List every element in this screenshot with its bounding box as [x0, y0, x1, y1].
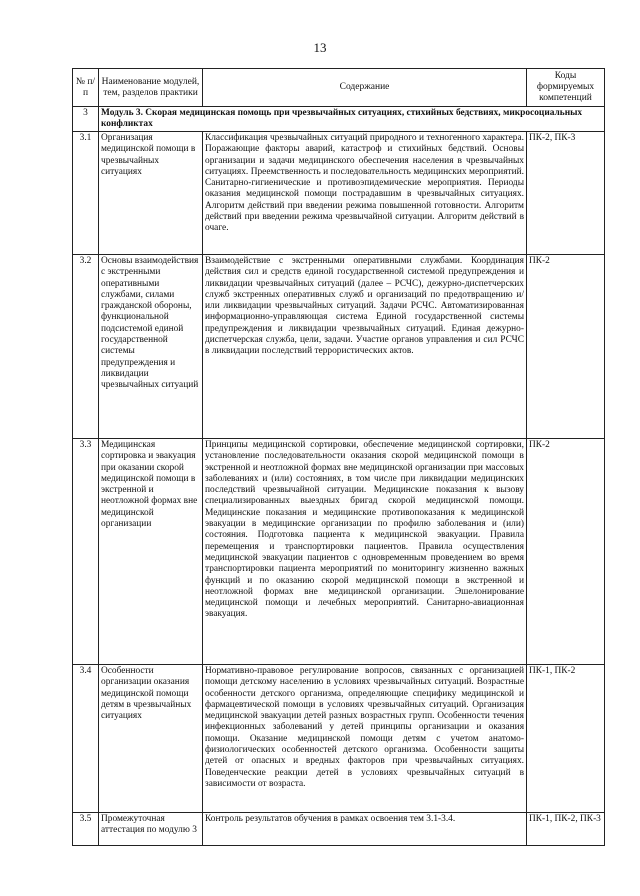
row-content: Нормативно-правовое регулирование вопросов, связанных с организацией помощи детскому населению в условиях чрезвычайных ситуаций. Возрастные особенности детского организма, определяющие специфику медицинской и фармацевтической помощи в условиях чрезвычайных ситуаций. Организация медицинской эвакуации детей разных возрастных групп. Особенности течения инфекционных заболеваний у детей принципы организации и оказания помощи. Оказание медицинской помощи детям с учетом анатомо-физиологических особенностей детского организма. Особенности защиты детей от опасных и вредных факторов при чрезвычайных ситуациях. Поведенческие реакции детей в условиях чрезвычайных ситуаций в зависимости от возраста. — [203, 665, 527, 813]
table-row — [73, 439, 605, 665]
table-row — [73, 255, 605, 439]
row-name: Основы взаимодействия с экстренными оперативными службами, силами гражданской обороны, функциональной подсистемой единой государственной системы предупреждения и ликвидации чрезвычайных ситуаций — [99, 255, 203, 439]
row-codes: ПК-2 — [527, 255, 605, 439]
row-name: Организация медицинской помощи в чрезвычайных ситуациях — [99, 132, 203, 255]
header-num: № п/п — [73, 69, 99, 107]
row-name: Медицинская сортировка и эвакуация при оказании скорой медицинской помощи в экстренной и неотложной формах вне медицинской организации — [99, 439, 203, 665]
row-content: Взаимодействие с экстренными оперативными службами. Координация действия сил и средств единой государственной системой предупреждения и ликвидации чрезвычайных ситуаций (далее – РСЧС), дежурно-диспетчерских служб экстренных оперативных служб и организаций по предотвращению и/или ликвидации чрезвычайных ситуаций. Задачи РСЧС. Автоматизированная информационно-управляющая система Единой государственной системы предупреждения и ликвидации чрезвычайных ситуаций. Единая дежурно-диспетчерская служба, цели, задачи. Участие органов управления и сил РСЧС в ликвидации последствий террористических актов. — [203, 255, 527, 439]
row-codes: ПК-1, ПК-2 — [527, 665, 605, 813]
page-number: 13 — [313, 40, 327, 55]
header-name: Наименование модулей, тем, разделов практики — [99, 69, 203, 107]
table-row — [73, 813, 605, 846]
table-header-row — [73, 69, 605, 107]
row-content: Принципы медицинской сортировки, обеспечение медицинской сортировки, установление последовательности оказания скорой медицинской помощи в экстренной и неотложной формах вне медицинской организации при массовых заболеваниях и (или) состояниях, в том числе при ликвидации медицинских последствий чрезвычайной ситуации. Медицинские показания к вызову специализированных выездных бригад скорой медицинской помощи. Медицинские показания и медицинские противопоказания к медицинской эвакуации в медицинские организации по профилю заболевания и (или) состояния. Подготовка пациента к медицинской эвакуации. Правила перемещения и транспортировки пациентов. Правила осуществления медицинской эвакуации пациентов с одновременным проведением во время транспортировки пациента мероприятий по мониторингу жизненно важных функций и по оказанию скорой медицинской помощи в экстренной и неотложной формах вне медицинской организации. Эшелонирование медицинской помощи и лечебных мероприятий. Санитарно-авиационная эвакуация. — [203, 439, 527, 665]
row-num: 3.5 — [73, 813, 99, 846]
row-num: 3.3 — [73, 439, 99, 665]
row-num: 3.2 — [73, 255, 99, 439]
row-codes: ПК-2 — [527, 439, 605, 665]
row-name: Особенности организации оказания медицинской помощи детям в чрезвычайных ситуациях — [99, 665, 203, 813]
row-num: 3.4 — [73, 665, 99, 813]
curriculum-table — [72, 68, 605, 846]
header-content: Содержание — [203, 69, 527, 107]
row-name: Промежуточная аттестация по модулю 3 — [99, 813, 203, 846]
module-num: 3 — [73, 107, 99, 132]
row-codes: ПК-1, ПК-2, ПК-3 — [527, 813, 605, 846]
table-row — [73, 132, 605, 255]
module-row — [73, 107, 605, 132]
row-num: 3.1 — [73, 132, 99, 255]
row-content: Контроль результатов обучения в рамках освоения тем 3.1-3.4. — [203, 813, 527, 846]
table-row — [73, 665, 605, 813]
row-content: Классификация чрезвычайных ситуаций природного и техногенного характера. Поражающие факторы аварий, катастроф и стихийных бедствий. Основы организации и задачи медицинского обеспечения населения в чрезвычайных ситуациях. Преемственность и последовательность медицинских мероприятий. Санитарно-гигиенические и противоэпидемические мероприятия. Периоды оказания медицинской помощи пострадавшим в чрезвычайных ситуациях. Алгоритм действий при введении режима повышенной готовности. Алгоритм действий при введении режима чрезвычайной ситуации. Алгоритм действий в очаге. — [203, 132, 527, 255]
header-codes: Коды формируемых компетенций — [527, 69, 605, 107]
row-codes: ПК-2, ПК-3 — [527, 132, 605, 255]
module-title: Модуль 3. Скорая медицинская помощь при чрезвычайных ситуациях, стихийных бедствиях, микросоциальных конфликтах — [99, 107, 605, 132]
